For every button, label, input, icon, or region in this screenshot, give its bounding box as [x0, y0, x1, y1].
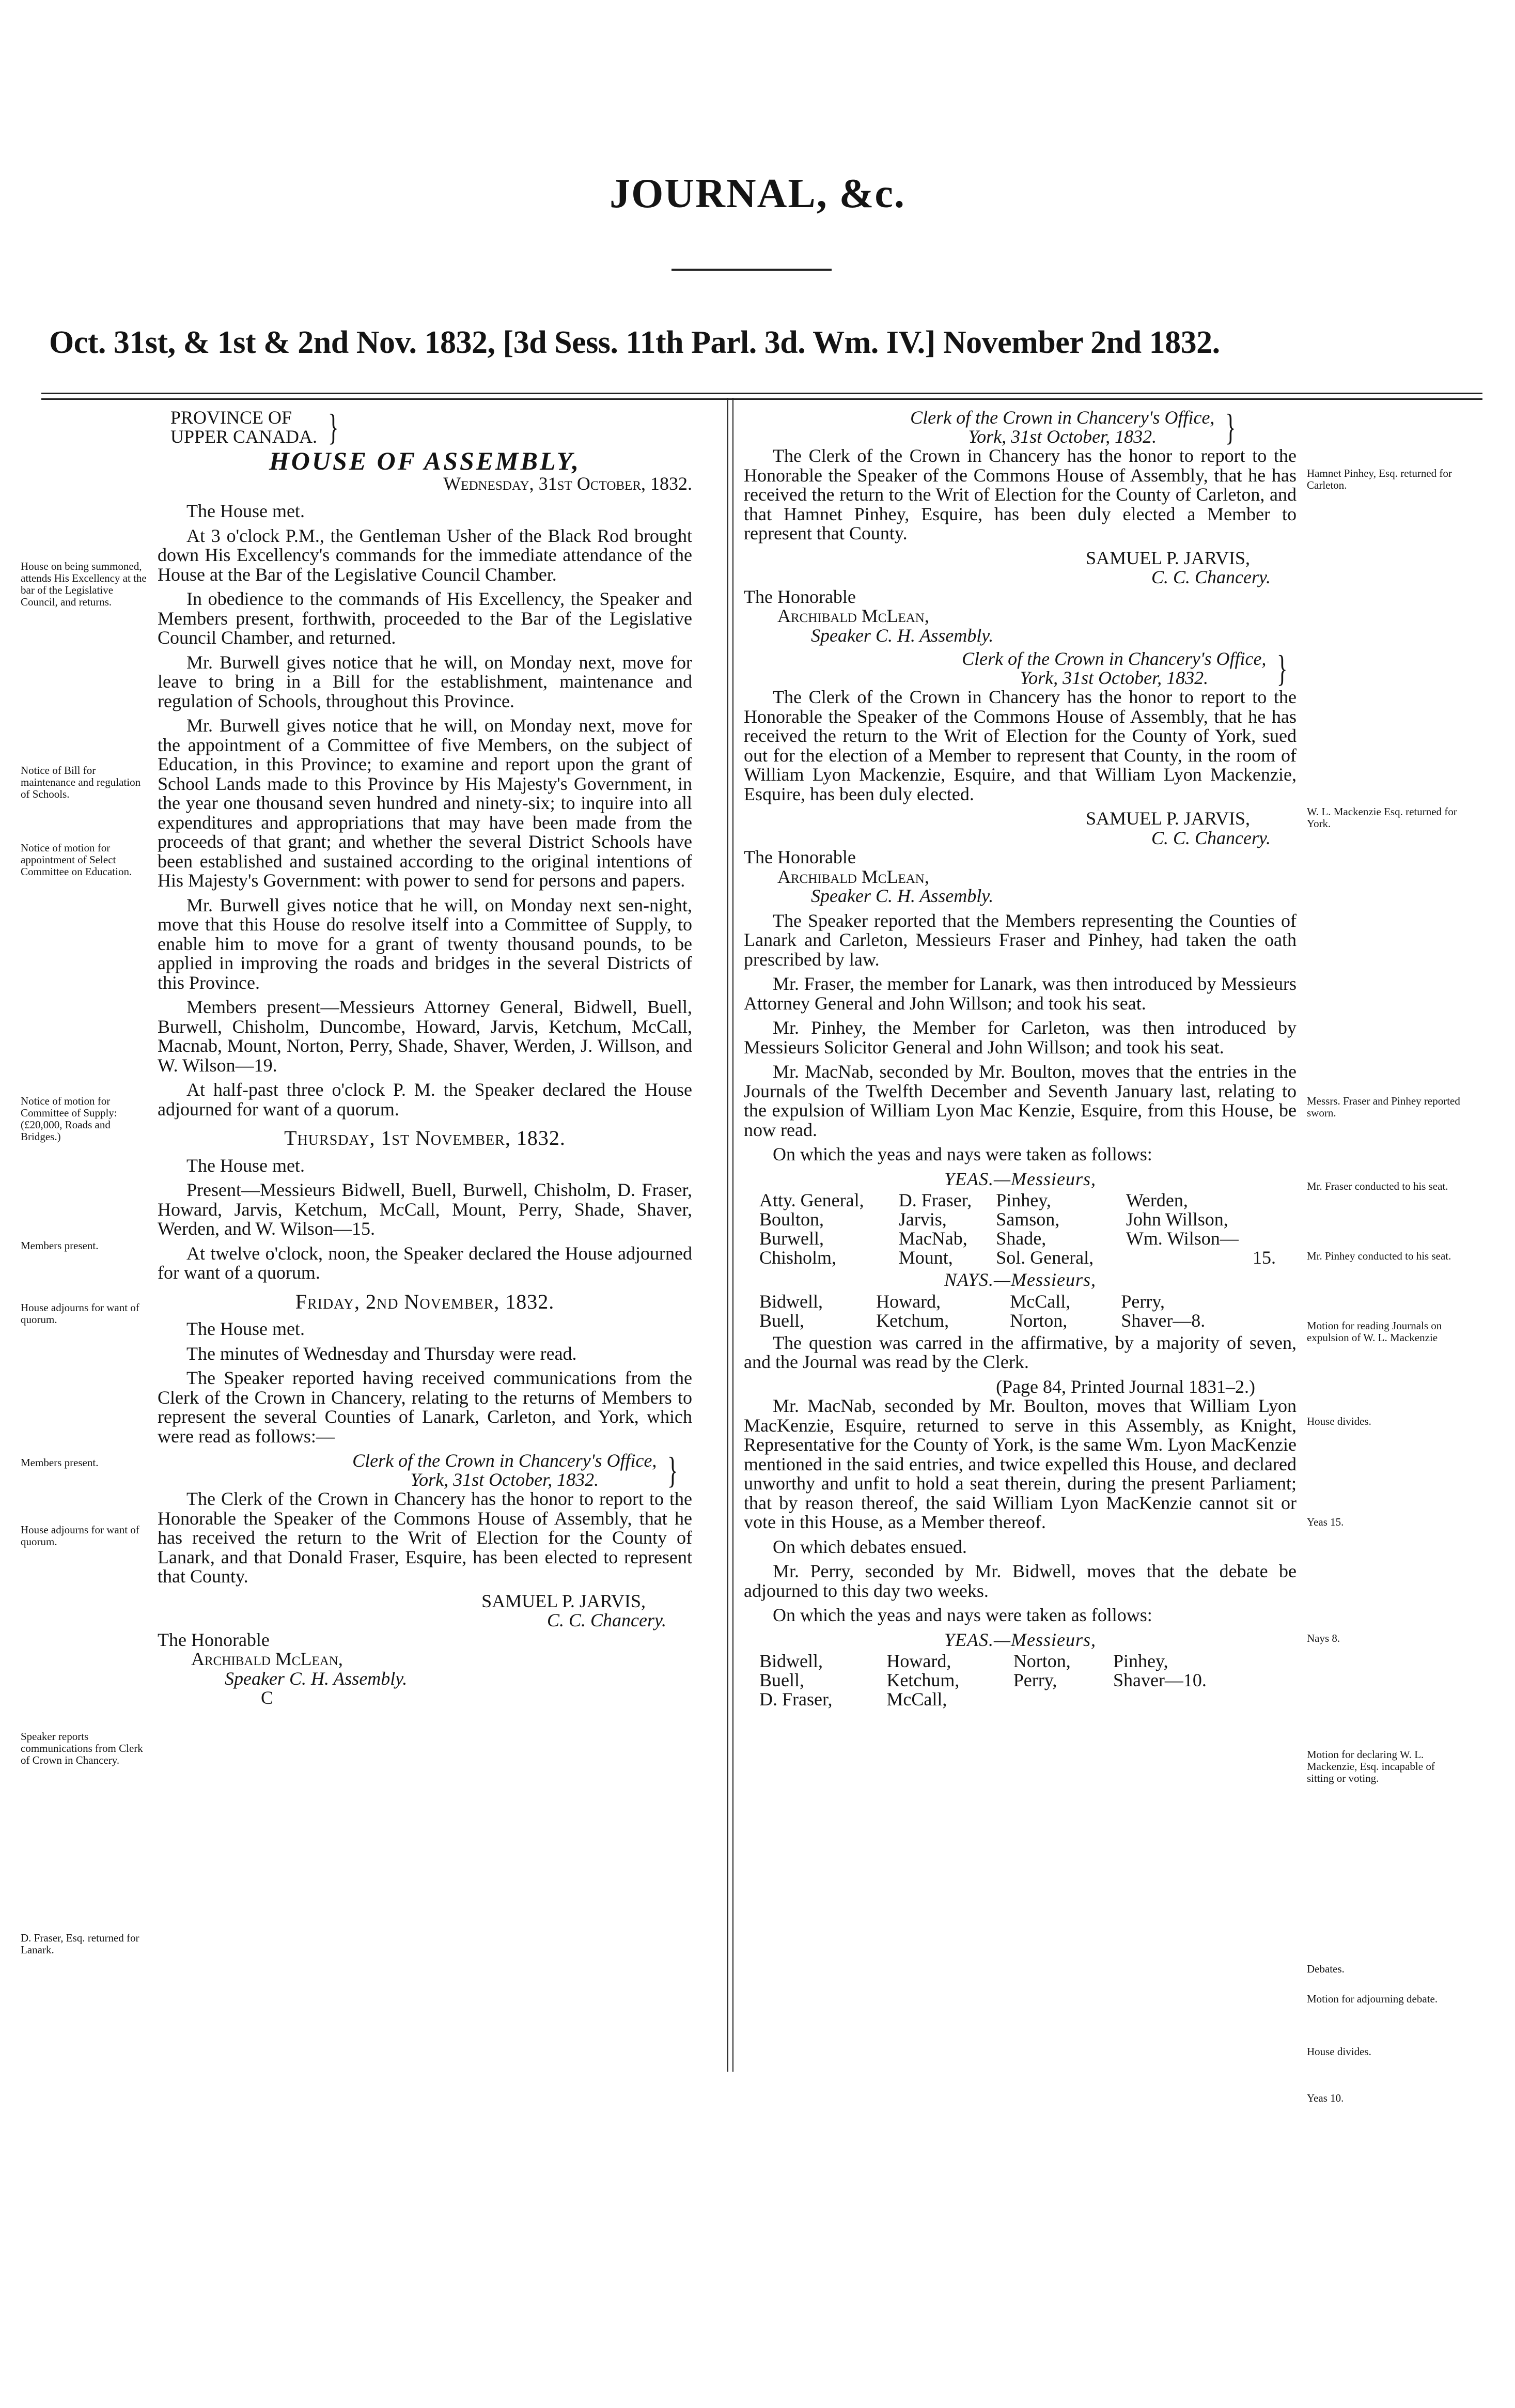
vote-cell: D. Fraser, [759, 1689, 833, 1710]
entry-adjourned-1: At half-past three o'clock P. M. the Speaker declared the House adjourned for want of a quorum. [158, 1079, 692, 1120]
margin-note: Notice of motion for Committee of Supply: (£20,000, Roads and Bridges.) [21, 1095, 117, 1143]
office-2-line-1: Clerk of the Crown in Chancery's Office, [910, 407, 1215, 428]
addressee-title: Speaker C. H. Assembly. [811, 625, 994, 646]
entry-obedience: In obedience to the commands of His Excellency, the Speaker and Members present, forthwith, proceeded to the Bar of the Legislative Council Chamber, and returned. [158, 588, 692, 648]
vote-cell: Wm. Wilson— [1126, 1228, 1239, 1249]
signature-title: C. C. Chancery. [1151, 827, 1271, 848]
margin-note: Hamnet Pinhey, Esq. returned for Carleton. [1307, 467, 1452, 491]
vote-cell: Bidwell, [759, 1651, 823, 1671]
entry-adjourned-2: At twelve o'clock, noon, the Speaker declared the House adjourned for want of a quorum. [158, 1242, 692, 1283]
brace-glyph: } [327, 407, 339, 448]
entry-oath-taken: The Speaker reported that the Members representing the Counties of Lanark and Carleton, Messieurs Fraser and Pinhey, had taken the oath prescribed by law. [744, 910, 1297, 970]
column-divider [727, 398, 733, 2072]
entry-york-return: The Clerk of the Crown in Chancery has the honor to report to the Honorable the Speaker of the Commons House of Assembly, that he has received the return to the Writ of Election for the County of York, sued out for the election of a Member to represent that County, in the room of William Lyon Mackenzie, Esquire, and that William Lyon Mackenzie, Esquire, has been duly elected. [744, 687, 1297, 804]
vote-cell: Ketchum, [876, 1310, 949, 1331]
vote-cell: D. Fraser, [898, 1190, 972, 1210]
addressee-honorable: The Honorable [744, 586, 856, 607]
margin-note: Mr. Fraser conducted to his seat. [1307, 1180, 1448, 1192]
entry-house-met-1: The House met. [186, 501, 305, 521]
vote-row [759, 1671, 1276, 1690]
margin-note: Members present. [21, 1239, 99, 1252]
vote-cell: Bidwell, [759, 1291, 823, 1312]
office-block-2 [744, 408, 1240, 446]
vote-cell: Buell, [759, 1670, 804, 1690]
addressee-title: Speaker C. H. Assembly. [225, 1668, 408, 1689]
entry-pinhey-introduced: Mr. Pinhey, the Member for Carleton, was then introduced by Messieurs Solicitor General and John Willson; and took his seat. [744, 1017, 1297, 1058]
entry-house-met-2: The House met. [186, 1155, 305, 1176]
office-block-3 [744, 649, 1291, 688]
right-column [744, 408, 1297, 1712]
yeas-title-2: YEAS.—Messieurs, [944, 1629, 1096, 1650]
margin-note: Speaker reports communications from Clerk of Crown in Chancery. [21, 1730, 143, 1766]
yeas-title-1: YEAS.—Messieurs, [944, 1168, 1096, 1189]
vote-row [759, 1248, 1276, 1267]
left-column [158, 408, 692, 1708]
margin-note: House divides. [1307, 2045, 1371, 2058]
vote-cell: Sol. General, [996, 1247, 1094, 1268]
province-block [170, 408, 692, 446]
entry-minutes-read: The minutes of Wednesday and Thursday were read. [186, 1343, 577, 1364]
entry-perry-motion: Mr. Perry, seconded by Mr. Bidwell, moves that the debate be adjourned to this day two weeks. [744, 1561, 1297, 1601]
catchword: C [261, 1687, 274, 1708]
office-1-line-1: Clerk of the Crown in Chancery's Office, [352, 1450, 657, 1471]
margin-note: Motion for declaring W. L. Mackenzie, Esq. incapable of sitting or voting. [1307, 1748, 1435, 1784]
vote-cell: Howard, [876, 1291, 941, 1312]
vote-cell: Jarvis, [898, 1209, 947, 1230]
province-line-2: UPPER CANADA. [170, 426, 318, 447]
vote-cell: Burwell, [759, 1228, 824, 1249]
vote-cell: Mount, [898, 1247, 953, 1268]
addressee-name: Archibald McLean, [777, 605, 929, 626]
vote-cell: Shaver—10. [1113, 1670, 1207, 1690]
page-title: JOURNAL, &c. [610, 171, 905, 216]
yeas-table-1 [759, 1191, 1276, 1267]
signature-name: SAMUEL P. JARVIS, [1086, 547, 1250, 568]
vote-cell: Samson, [996, 1209, 1060, 1230]
house-heading: HOUSE OF ASSEMBLY, [269, 446, 581, 475]
addressee-honorable: The Honorable [158, 1629, 270, 1650]
vote-cell: Shade, [996, 1228, 1047, 1249]
entry-lanark-return: The Clerk of the Crown in Chancery has the honor to report to the Honorable the Speaker of the Commons House of Assembly, that he has received the return to the Writ of Election for the County of Lanark, and that Donald Fraser, Esquire, has been elected to represent that County. [158, 1488, 692, 1587]
addressee-title: Speaker C. H. Assembly. [811, 885, 994, 906]
margin-note: Debates. [1307, 1963, 1345, 1975]
margin-note: Messrs. Fraser and Pinhey reported sworn. [1307, 1095, 1460, 1119]
margin-note: D. Fraser, Esq. returned for Lanark. [21, 1932, 139, 1956]
office-block-1 [158, 1451, 682, 1489]
entry-notice-schools-bill: Mr. Burwell gives notice that he will, on Monday next, move for leave to bring in a Bill for the establishment, maintenance and regulation of Schools, throughout this Province. [158, 651, 692, 711]
addressee-name: Archibald McLean, [777, 866, 929, 887]
vote-cell: Shaver—8. [1121, 1310, 1206, 1331]
entry-macnab-motion-2: Mr. MacNab, seconded by Mr. Boulton, moves that William Lyon MacKenzie, Esquire, returned to serve in this Assembly, as Knight, Representative for the County of York, is the same Wm. Lyon MacKenzie mentioned in the said entries, and twice expelled this House, and declared unworthy and unfit to hold a seat therein, during the present Parliament; that by reason thereof, the said William Lyon MacKenzie cannot sit or vote in this House, as a Member thereof. [744, 1395, 1297, 1532]
signature-title: C. C. Chancery. [547, 1610, 666, 1630]
vote-row [759, 1191, 1276, 1210]
margin-note: Yeas 10. [1307, 2092, 1344, 2104]
entry-black-rod: At 3 o'clock P.M., the Gentleman Usher of the Black Rod brought down His Excellency's commands for the immediate attendance of the House at the Bar of the Legislative Council Chamber. [158, 525, 692, 585]
title-rule [671, 269, 832, 271]
margin-note: House on being summoned, attends His Excellency at the bar of the Legislative Council, and returns. [21, 560, 147, 608]
entry-question-carried: The question was carred in the affirmative, by a majority of seven, and the Journal was read by the Clerk. [744, 1332, 1297, 1372]
date-wednesday: Wednesday, 31st October, 1832. [443, 473, 692, 494]
margin-note: Notice of motion for appointment of Select Committee on Education. [21, 842, 132, 878]
date-friday: Friday, 2nd November, 1832. [295, 1290, 555, 1313]
entry-members-present-2: Present—Messieurs Bidwell, Buell, Burwell, Chisholm, D. Fraser, Howard, Jarvis, Ketchum, McCall, Mount, Perry, Shade, Shaver, Werden, and W. Wilson—15. [158, 1179, 692, 1239]
entry-yeas-nays-1: On which the yeas and nays were taken as follows: [773, 1144, 1152, 1164]
margin-note: W. L. Mackenzie Esq. returned for York. [1307, 805, 1457, 830]
margin-note: Motion for reading Journals on expulsion of W. L. Mackenzie [1307, 1319, 1442, 1344]
vote-row [759, 1229, 1276, 1248]
vote-row [759, 1311, 1276, 1330]
signature-name: SAMUEL P. JARVIS, [481, 1590, 646, 1611]
vote-cell: John Willson, [1126, 1209, 1228, 1230]
vote-cell: Pinhey, [1113, 1651, 1168, 1671]
signature-title: C. C. Chancery. [1151, 567, 1271, 587]
margin-note: Members present. [21, 1456, 99, 1469]
entry-yeas-nays-2: On which the yeas and nays were taken as follows: [773, 1605, 1152, 1625]
office-1-line-2: York, 31st October, 1832. [410, 1469, 599, 1490]
vote-cell: Norton, [1010, 1310, 1068, 1331]
entry-macnab-motion-1: Mr. MacNab, seconded by Mr. Boulton, moves that the entries in the Journals of the Twelfth December and Seventh January last, relating to the expulsion of William Lyon Mac Kenzie, Esquire, from this House, be now read. [744, 1061, 1297, 1140]
margin-note: Motion for adjourning debate. [1307, 1993, 1438, 2005]
vote-cell: MacNab, [898, 1228, 967, 1249]
vote-cell: McCall, [1010, 1291, 1071, 1312]
brace-glyph: } [1225, 407, 1237, 448]
margin-note: House divides. [1307, 1415, 1371, 1427]
margin-note: House adjourns for want of quorum. [21, 1301, 139, 1326]
brace-glyph: } [1277, 648, 1288, 689]
office-3-line-2: York, 31st October, 1832. [1020, 667, 1209, 688]
vote-cell: McCall, [886, 1689, 947, 1710]
date-thursday: Thursday, 1st November, 1832. [284, 1126, 566, 1149]
vote-cell: 15. [1253, 1247, 1276, 1268]
nays-title-1: NAYS.—Messieurs, [944, 1269, 1097, 1290]
entry-carleton-return: The Clerk of the Crown in Chancery has the honor to report to the Honorable the Speaker of the Commons House of Assembly, that he has received the return to the Writ of Election for the County of Carleton, and that Hamnet Pinhey, Esquire, has been duly elected a Member to represent that County. [744, 445, 1297, 543]
entry-house-met-3: The House met. [186, 1318, 305, 1339]
vote-cell: Ketchum, [886, 1670, 960, 1690]
vote-cell: Atty. General, [759, 1190, 864, 1210]
office-2-line-2: York, 31st October, 1832. [968, 426, 1157, 447]
nays-table-1 [759, 1292, 1276, 1330]
running-head: Oct. 31st, & 1st & 2nd Nov. 1832, [3d Sess. 11th Parl. 3d. Wm. IV.] November 2nd 1832. [49, 325, 1220, 360]
margin-note: House adjourns for want of quorum. [21, 1524, 139, 1548]
page-reference: (Page 84, Printed Journal 1831–2.) [996, 1376, 1255, 1397]
vote-cell: Buell, [759, 1310, 804, 1331]
vote-cell: Perry, [1013, 1670, 1057, 1690]
yeas-table-2 [759, 1652, 1276, 1709]
margin-note: Yeas 15. [1307, 1516, 1344, 1528]
vote-cell [1113, 1690, 1276, 1709]
vote-cell: Pinhey, [996, 1190, 1051, 1210]
entry-notice-education-committee: Mr. Burwell gives notice that he will, on Monday next, move for the appointment of a Committee of five Members, on the subject of Education, in this Province; to examine and report upon the grant of School Lands made to this Province by His Majesty's Government, in the year one thousand seven hundred and ninety-six; to inquire into all expenditures and appropriations that may have been made from the proceeds of that grant; and whether the several District Schools have been established and sustained according to the original intentions of His Majesty's Government: with power to send for persons and papers. [158, 715, 692, 891]
entry-fraser-introduced: Mr. Fraser, the member for Lanark, was then introduced by Messieurs Attorney General and John Willson; and took his seat. [744, 973, 1297, 1014]
header-double-rule [41, 393, 1482, 400]
vote-cell: Boulton, [759, 1209, 824, 1230]
brace-glyph: } [667, 1450, 679, 1491]
entry-notice-supply: Mr. Burwell gives notice that he will, on Monday next sen-night, move that this House do resolve itself into a Committee of Supply, to enable him to move for a grant of twenty thousand pounds, to be applied in improving the roads and bridges in the several Districts of this Province. [158, 894, 692, 993]
vote-cell: Perry, [1121, 1291, 1165, 1312]
entry-debates-ensued: On which debates ensued. [773, 1536, 967, 1557]
vote-cell: Chisholm, [759, 1247, 837, 1268]
addressee-honorable: The Honorable [744, 847, 856, 867]
vote-cell [1013, 1690, 1113, 1709]
vote-row [759, 1690, 1276, 1709]
vote-cell: Norton, [1013, 1651, 1071, 1671]
vote-row [759, 1652, 1276, 1671]
entry-members-present-1: Members present—Messieurs Attorney General, Bidwell, Buell, Burwell, Chisholm, Duncombe, Howard, Jarvis, Ketchum, McCall, Macnab, Mount, Norton, Perry, Shade, Shaver, Werden, J. Willson, and W. Wilson—19. [158, 997, 692, 1076]
margin-note: Nays 8. [1307, 1632, 1340, 1644]
signature-name: SAMUEL P. JARVIS, [1086, 808, 1250, 829]
province-line-1: PROVINCE OF [170, 407, 292, 428]
addressee-name: Archibald McLean, [191, 1649, 343, 1669]
margin-note: Notice of Bill for maintenance and regulation of Schools. [21, 764, 141, 800]
vote-row [759, 1292, 1276, 1311]
vote-cell: Werden, [1126, 1190, 1188, 1210]
vote-row [759, 1210, 1276, 1229]
margin-note: Mr. Pinhey conducted to his seat. [1307, 1250, 1451, 1262]
office-3-line-1: Clerk of the Crown in Chancery's Office, [962, 648, 1267, 669]
entry-speaker-reported: The Speaker reported having received communications from the Clerk of the Crown in Chancery, relating to the returns of Members to represent the several Counties of Lanark, Carleton, and York, which were read as follows:— [158, 1368, 692, 1447]
vote-cell: Howard, [886, 1651, 951, 1671]
